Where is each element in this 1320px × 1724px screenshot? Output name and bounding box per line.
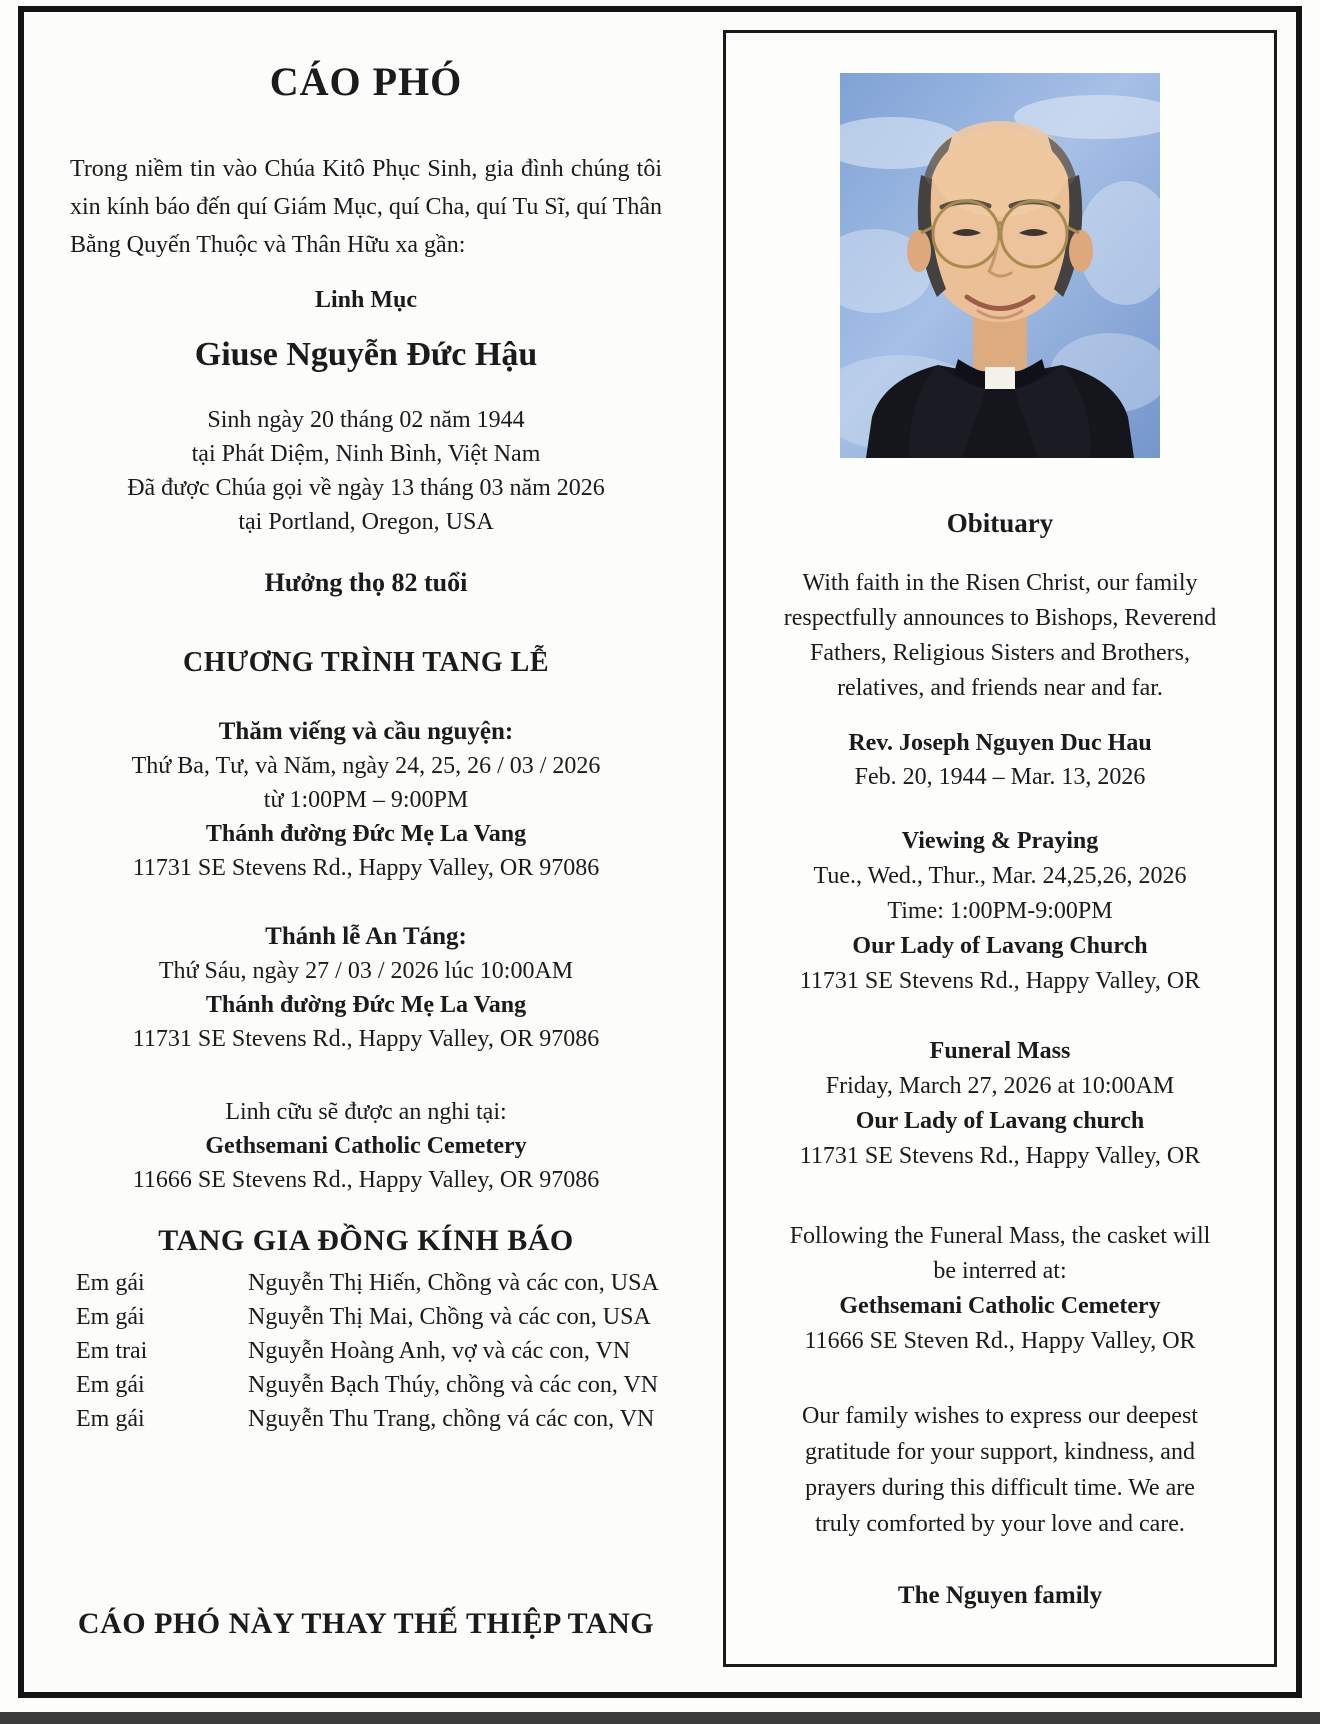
viewing-venue-vn: Thánh đường Đức Mẹ La Vang xyxy=(205,821,527,847)
clerical-collar xyxy=(985,367,1015,389)
resting-venue-vn: Gethsemani Catholic Cemetery xyxy=(205,1133,527,1159)
viewing-heading-vn: Thăm viếng và cầu nguyện: xyxy=(218,718,514,745)
interment-address-en: 11666 SE Steven Rd., Happy Valley, OR xyxy=(804,1328,1196,1354)
deceased-name-vietnamese: Giuse Nguyễn Đức Hậu xyxy=(194,336,538,373)
viewing-time-vn: từ 1:00PM – 9:00PM xyxy=(263,787,469,813)
funeral-section-en xyxy=(726,1034,1274,1174)
funeral-address-vn: 11731 SE Stevens Rd., Happy Valley, OR 97086 xyxy=(132,1026,600,1052)
gratitude-line: prayers during this difficult time. We are xyxy=(805,1475,1195,1501)
gratitude-line: Our family wishes to express our deepest xyxy=(802,1403,1198,1429)
gratitude-line: gratitude for your support, kindness, and xyxy=(805,1439,1195,1465)
bottom-scan-bar xyxy=(0,1712,1320,1724)
obituary-intro-line: With faith in the Risen Christ, our family xyxy=(802,570,1198,596)
gratitude-line: truly comforted by your love and care. xyxy=(815,1511,1185,1537)
family-row xyxy=(76,1334,686,1368)
family-detail: Nguyễn Bạch Thúy, chồng và các con, VN xyxy=(248,1372,659,1398)
birthplace-line: tại Phát Diệm, Ninh Bình, Việt Nam xyxy=(191,441,541,467)
age-line: Hưởng thọ 82 tuổi xyxy=(264,568,468,597)
deceased-name-english-block xyxy=(726,726,1274,794)
page-title: CÁO PHÓ xyxy=(269,59,463,104)
family-announce-title: TANG GIA ĐỒNG KÍNH BÁO xyxy=(158,1224,574,1257)
deathplace-line: tại Portland, Oregon, USA xyxy=(238,509,494,535)
interment-line: be interred at: xyxy=(933,1258,1067,1284)
family-row xyxy=(76,1300,686,1334)
interment-line: Following the Funeral Mass, the casket will xyxy=(789,1223,1211,1249)
obituary-title: Obituary xyxy=(946,508,1054,538)
death-line: Đã được Chúa gọi về ngày 13 tháng 03 năm 2026 xyxy=(127,475,605,501)
family-detail: Nguyễn Hoàng Anh, vợ và các con, VN xyxy=(248,1338,631,1364)
family-detail: Nguyễn Thu Trang, chồng vá các con, VN xyxy=(248,1406,655,1432)
deceased-name-english: Rev. Joseph Nguyen Duc Hau xyxy=(848,730,1152,756)
family-row xyxy=(76,1266,686,1300)
funeral-date-en: Friday, March 27, 2026 at 10:00AM xyxy=(825,1073,1175,1099)
funeral-venue-vn: Thánh đường Đức Mẹ La Vang xyxy=(205,992,527,1018)
role-label: Linh Mục xyxy=(314,287,418,313)
resting-section-vn xyxy=(46,1095,686,1197)
resting-heading-vn: Linh cữu sẽ được an nghi tại: xyxy=(225,1099,507,1125)
obituary-intro xyxy=(726,566,1274,706)
life-dates-block xyxy=(46,403,686,539)
family-relation: Em gái xyxy=(76,1406,145,1432)
funeral-address-en: 11731 SE Stevens Rd., Happy Valley, OR xyxy=(799,1143,1201,1169)
birth-line: Sinh ngày 20 tháng 02 năm 1944 xyxy=(207,407,525,433)
vietnamese-column xyxy=(46,12,686,1643)
viewing-dates-vn: Thứ Ba, Tư, và Năm, ngày 24, 25, 26 / 03 / 2026 xyxy=(131,753,601,779)
viewing-address-vn: 11731 SE Stevens Rd., Happy Valley, OR 97086 xyxy=(132,855,600,881)
document-frame xyxy=(18,6,1302,1698)
viewing-dates-en: Tue., Wed., Thur., Mar. 24,25,26, 2026 xyxy=(813,863,1187,889)
footer-statement: CÁO PHÓ NÀY THAY THẾ THIỆP TANG xyxy=(77,1607,655,1640)
interment-venue-en: Gethsemani Catholic Cemetery xyxy=(839,1293,1161,1319)
viewing-heading-en: Viewing & Praying xyxy=(901,828,1099,854)
english-column-box xyxy=(723,30,1277,1667)
family-relation: Em gái xyxy=(76,1372,145,1398)
family-row xyxy=(76,1368,686,1402)
family-relation: Em gái xyxy=(76,1304,145,1330)
viewing-time-en: Time: 1:00PM-9:00PM xyxy=(887,898,1113,924)
funeral-date-vn: Thứ Sáu, ngày 27 / 03 / 2026 lúc 10:00AM xyxy=(158,958,574,984)
family-list xyxy=(46,1266,686,1436)
gratitude-paragraph xyxy=(726,1398,1274,1542)
interment-section-en xyxy=(726,1219,1274,1359)
viewing-address-en: 11731 SE Stevens Rd., Happy Valley, OR xyxy=(799,968,1201,994)
family-detail: Nguyễn Thị Hiến, Chồng và các con, USA xyxy=(248,1270,659,1296)
portrait-photo xyxy=(840,73,1160,458)
program-title: CHƯƠNG TRÌNH TANG LỄ xyxy=(182,647,549,678)
funeral-venue-en: Our Lady of Lavang church xyxy=(855,1108,1145,1134)
funeral-section-vn xyxy=(46,920,686,1056)
funeral-heading-vn: Thánh lễ An Táng: xyxy=(265,923,467,950)
viewing-section-vn xyxy=(46,715,686,885)
funeral-heading-en: Funeral Mass xyxy=(929,1038,1071,1064)
family-row xyxy=(76,1402,686,1436)
family-relation: Em gái xyxy=(76,1270,145,1296)
intro-paragraph: Trong niềm tin vào Chúa Kitô Phục Sinh, gia đình chúng tôi xin kính báo đến quí Giám Mục, quí Cha, quí Tu Sĩ, quí Thân Bằng Quyến Thuộc và Thân Hữu xa gần: xyxy=(70,156,662,258)
deceased-dates-english: Feb. 20, 1944 – Mar. 13, 2026 xyxy=(854,764,1146,790)
family-detail: Nguyễn Thị Mai, Chồng và các con, USA xyxy=(248,1304,651,1330)
viewing-venue-en: Our Lady of Lavang Church xyxy=(852,933,1148,959)
obituary-intro-line: respectfully announces to Bishops, Reverend xyxy=(783,605,1217,631)
family-signature: The Nguyen family xyxy=(897,1582,1103,1609)
resting-address-vn: 11666 SE Stevens Rd., Happy Valley, OR 97086 xyxy=(132,1167,600,1193)
obituary-intro-line: relatives, and friends near and far. xyxy=(837,675,1163,701)
obituary-intro-line: Fathers, Religious Sisters and Brothers, xyxy=(810,640,1190,666)
family-relation: Em trai xyxy=(76,1338,148,1364)
viewing-section-en xyxy=(726,824,1274,999)
